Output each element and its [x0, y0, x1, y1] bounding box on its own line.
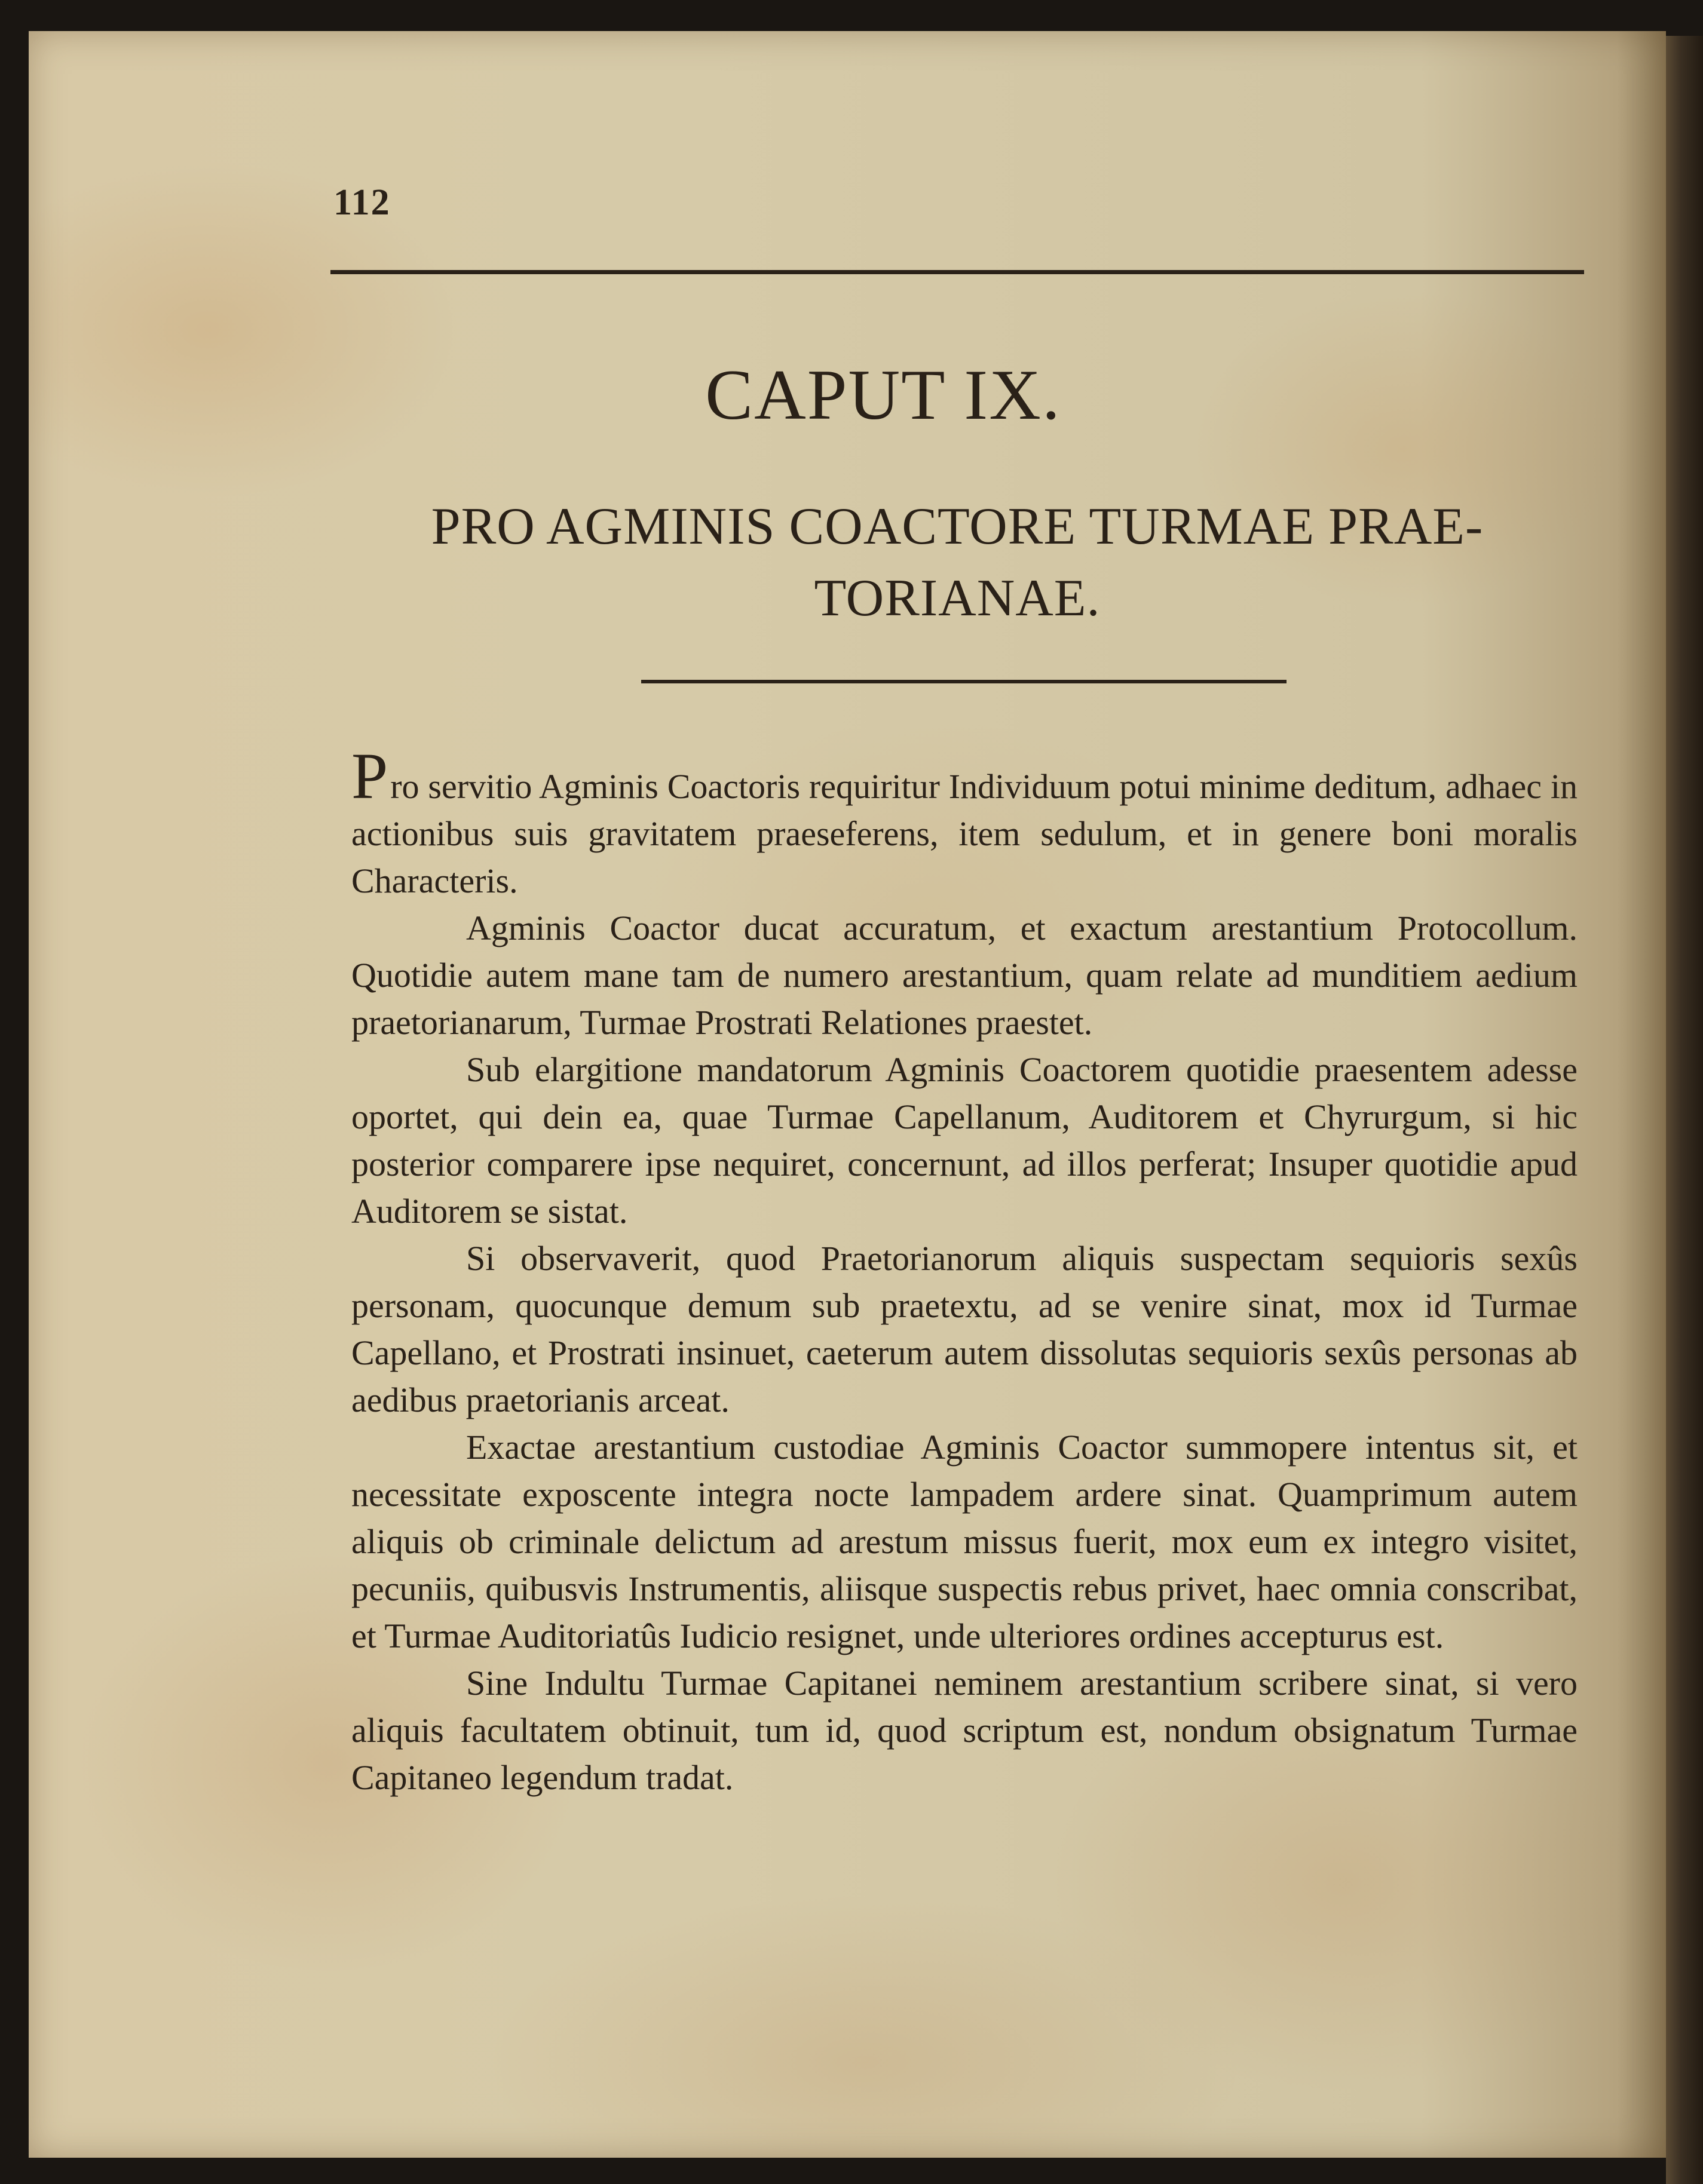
paragraph: Agminis Coactor ducat accuratum, et exactum arestantium Protocollum. Quotidie autem mane tam de numero arestantium, quam relate ad munditiem aedium praetorianarum, Turmae Prostrati Relationes praestet. [351, 909, 1578, 1042]
header-rule [330, 270, 1584, 274]
section-rule [641, 680, 1287, 683]
chapter-subtitle: PRO AGMINIS COACTORE TURMAE PRAE-TORIANAE. [431, 498, 1484, 627]
paragraph: Sine Indultu Turmae Capitanei neminem arestantium scribere sinat, si vero aliquis facultatem obtinuit, tum id, quod scriptum est, nondum obsignatum Turmae Capitaneo legendum tradat. [351, 1664, 1578, 1797]
body-text [351, 740, 1578, 1801]
drop-cap: P [351, 740, 388, 812]
paragraph: Si observaverit, quod Praetorianorum aliquis suspectam sequioris sexûs personam, quocunque demum sub praetextu, ad se venire sinat, mox id Turmae Capellano, et Prostrati insinuet, caeterum autem dissolutas sequioris sexûs personas ab aedibus praetorianis arceat. [351, 1239, 1578, 1419]
paragraph: Sub elargitione mandatorum Agminis Coactorem quotidie praesentem adesse oportet, qui dein ea, quae Turmae Capellanum, Auditorem et Chyrurgum, si hic posterior comparere ipse nequiret, concernunt, ad illos perferat; Insuper quotidie apud Auditorem se sistat. [351, 1050, 1578, 1231]
book-edge [1666, 36, 1703, 2184]
paragraph: Exactae arestantium custodiae Agminis Coactor summopere intentus sit, et necessitate exposcente integra nocte lampadem ardere sinat. Quamprimum autem aliquis ob criminale delictum ad arestum missus fuerit, mox eum ex integro visitet, pecuniis, quibusvis Instrumentis, aliisque suspectis rebus privet, haec omnia conscribat, et Turmae Auditoriatûs Iudicio resignet, unde ulteriores ordines accepturus est. [351, 1428, 1578, 1655]
book-page [29, 31, 1666, 2158]
paragraph [351, 740, 1578, 904]
page-number: 112 [333, 182, 391, 223]
paragraph-text: ro servitio Agminis Coactoris requiritur Individuum potui minime deditum, adhaec in actionibus suis gravitatem praeseferens, item sedulum, et in genere boni moralis Characteris. [351, 767, 1578, 900]
chapter-title: CAPUT IX. [705, 355, 1061, 434]
